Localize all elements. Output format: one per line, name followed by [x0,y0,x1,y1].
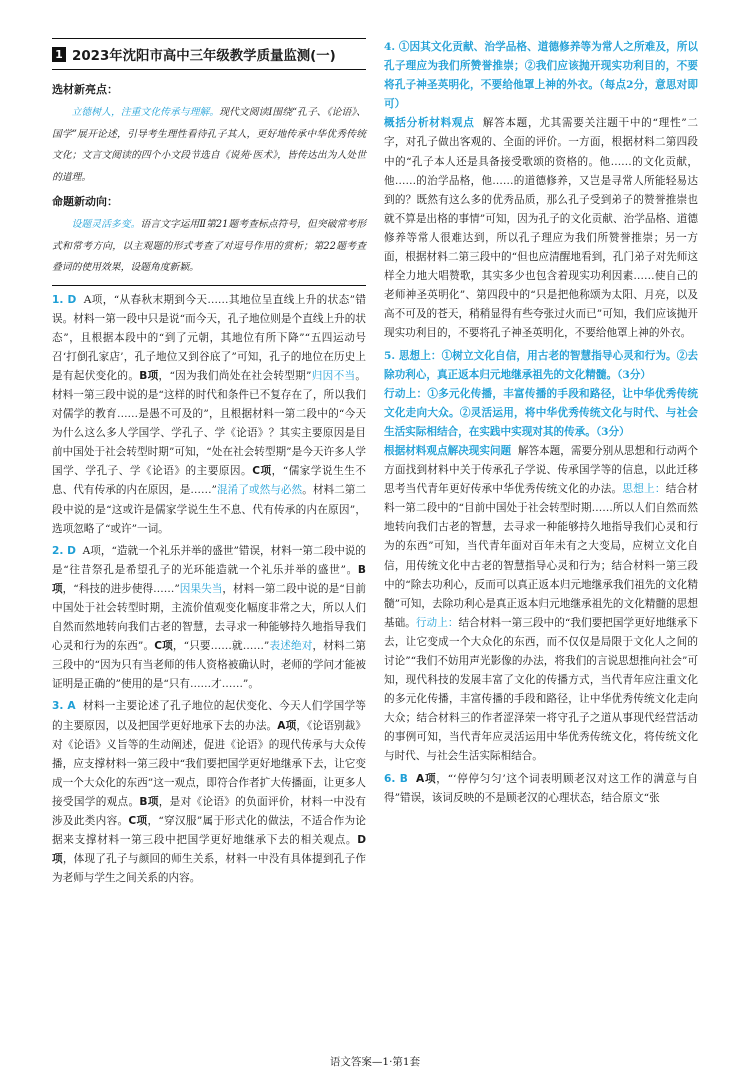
answer-q6 [384,770,698,808]
q1-b-text: ，“因为我们尚处在社会转型期” [158,369,312,382]
q6-label: 6. B [384,772,408,785]
answer-q5-part2: 行动上：①多元化传播，丰富传播的手段和路径，让中华优秀传统文化走向大众。②灵活运用，将中华优秀传统文化与时代、与社会生活实际相结合，在实践中实现对其的传承。（3分） [384,387,698,438]
selection-paragraph [52,102,366,188]
selection-text: 现代文阅读Ⅰ围绕“孔子、《论语》、国学”展开论述，引导考生理性看待孔子其人，更好地传承中华优秀传统文化；文言文阅读的四个小文段节选自《说苑·医术》，皆传达出为人处世的道理。 [52,107,366,183]
page-footer: 语文答案—1·第1套 [329,1056,421,1068]
section-divider [52,285,366,286]
title-text: 2023年沈阳市高中三年级教学质量监测(一) [72,48,336,64]
q1-b-text-2: 。材料一第三段中说的是“这样的时代和条件已不复存在了，所以我们对儒学的教育……是愚不可及的”，且根据材料一第二段中的“今天为什么这么多人学国学、学孔子、学《论语》？其实主要原因是目前中国处于社会转型时期”可知，“处在社会转型期”是今天许多人学国学、学孔子、学《论语》的主要原因。 [52,369,366,478]
q5-thought-label: 思想上： [622,483,666,496]
q2-c-text-2: ，材料二第三段中的“因为只有当老师的伟人资格被确认时，老师的学问才能被证明是正确的”使用的是“只有……才……”。 [52,640,367,691]
q1-a-text: A项，“从春秋末期到今天……其地位呈直线上升的状态”错误。材料一第一段中只是说“而今天，孔子地位则是个直线上升的状态”，且根据本段中的“到了元朝，其地位有所下降”“五四运动号召‘打倒孔家店’，孔子地位又到谷底了”可知，孔子的地位在历史上是有起伏变化的。 [52,293,366,382]
q2-c-text: ，“只要……就……” [172,640,270,653]
title-number-badge: 1 [52,47,66,62]
answer-q2 [52,542,366,695]
q3-a-label: A项 [277,719,297,732]
q2-a-text: A项，“造就一个礼乐并举的盛世”错误，材料一第二段中说的是“往昔祭孔是希望孔子的光环能造就一个礼乐并举的盛世”。 [52,544,366,576]
q1-c-highlight: 混淆了或然与必然 [216,484,303,497]
proposition-paragraph [52,214,366,279]
q4-analysis-text: 解答本题，尤其需要关注题干中的“理性”二字，对孔子做出客观的、全面的评价。一方面，根据材料二第四段中的“孔子本人还是具备接受歌颂的资格的。他……的文化贡献，他……的治学品格，他……的道德修养，又岂是寻常人所能轻易达到的？既然有这么多的优秀品质，那么孔子受到弟子的赞誉推崇也就不算是出格的事情”可知，因为孔子的文化贡献、治学品格、道德修养等常人很难达到，所以孔子理应为我们所赞誉推崇；另一方面，根据材料二第三段中的“但也应清醒地看到，孔门弟子对先师这样全力地大唱赞歌，其实多少也包含着现实功利因素……使自己的老师神圣英明化”、第四段中的“只是把他称颂为太阳、月亮，以及高不可及的苍天，稍稍显得有些夸张过火而已”可知，我们应该抛开现实功利目的，不要将孔子神圣英明化，不要给他罩上神的外衣。 [384,117,698,340]
selection-highlight: 立德树人，注重文化传承与理解。 [71,107,220,118]
q1-label: 1. D [52,293,77,306]
q5-action-label: 行动上： [415,616,459,629]
q1-b-highlight: 归因不当 [311,369,356,382]
q1-c-text: ，“儒家学说生生不息、代有传承的内在原因，是……” [52,465,367,497]
proposition-highlight: 设题灵活多变。 [71,219,141,230]
q2-b-text: ，“科技的进步使得……” [62,582,180,595]
q6-a-label: A项 [416,772,437,785]
q1-b-label: B项 [139,369,159,382]
q5-method-label: 根据材料观点解决现实问题 [384,444,512,457]
q4-method-label: 概括分析材料观点 [384,117,475,130]
page-title [52,38,366,70]
q3-d-label: D项 [52,834,366,866]
q3-c-label: C项 [128,815,148,828]
answer-q3 [52,697,366,888]
q2-b-text-2: ，材料一第二段中说的是“目前中国处于社会转型时期，主流价值观变化幅度非常之大，所以人们自然而然地转向我们古老的智慧，去寻求一种能够持久地指导我们心灵和行为的东西”。 [52,582,366,653]
left-column [52,38,366,888]
q3-label: 3. A [52,700,76,713]
q3-b-label: B项 [139,795,159,808]
q3-d-text: ，体现了孔子与颜回的师生关系，材料一中没有具体提到孔子作为老师与学生之间关系的内容。 [52,853,367,885]
answer-q1 [52,291,366,539]
q6-a-text: ，“‘停停匀匀’这个词表明顾老汉对这工作的满意与自得”错误，该词反映的不是顾老汉的心理状态，结合原文“张 [384,772,698,804]
q3-b-text: ，是对《论语》的负面评价，材料一中没有涉及此类内容。 [52,795,367,828]
q5-analysis [384,442,698,767]
q4-analysis [384,114,698,343]
right-column [384,38,698,808]
q2-label: 2. D [52,544,76,557]
q3-c-text: ，“穿汉服”属于形式化的做法，不适合作为论据来支撑材料一第三段中把国学更好地继承下去的相关观点。 [52,815,366,847]
answer-q5-part1: 5. 思想上：①树立文化自信，用古老的智慧指导心灵和行为。②去除功利心，真正返本归元地继承祖先的文化精髓。（3分） [384,349,698,381]
q3-intro-text: 材料一主要论述了孔子地位的起伏变化、今天人们学国学等的主要原因，以及把国学更好地承下去的办法。 [52,700,366,732]
q3-a-text: ，《论语别裁》对《论语》义旨等的生动阐述，促进《论语》的现代传承与大众传播，应支撑材料一第三段中“我们要把国学更好地继承下去，让它变成一个大众化的东西”这一观点，即符合作者扩大传播面，让更多人接受国学的观点。 [52,719,367,808]
selection-heading: 选材新亮点： [52,83,118,96]
q2-b-highlight: 因果失当 [179,582,223,595]
q5-analysis-text: 解答本题，需要分别从思想和行动两个方面找到材料中关于传承孔子学说、传承国学等的信息，以此迁移思考当代青年更好传承中华优秀传统文化的办法。 [384,444,698,496]
answer-q4: 4. ①因其文化贡献、治学品格、道德修养等为常人之所难及，所以孔子理应为我们所赞誉推崇；②我们应该抛开现实功利目的，不要将孔子神圣英明化，不要给他罩上神的外衣。（每点2分，意思对即可） [384,41,698,111]
q2-c-label: C项 [154,640,173,653]
q2-c-highlight: 表述绝对 [269,640,313,653]
proposition-text: 语言文字运用Ⅱ第21题考查标点符号，但突破常考形式和常考方向，以主观题的形式考查了对逗号作用的赏析；第22题考查叠词的使用效果，设题角度新颖。 [52,219,367,273]
q1-c-label: C项 [252,465,272,478]
proposition-heading: 命题新动向： [52,195,118,208]
q1-c-text-2: 。材料二第二段中说的是“这或许是儒家学说生生不息、代有传承的内在原因”，选项忽略了“或许”一词。 [52,484,367,535]
q5-action-text: 结合材料一第三段中的“我们要把国学更好地继承下去，让它变成一个大众化的东西，而不仅仅是局限于文化人之间的讨论”“我们不妨用声光影像的办法，将我们的言说思想推向社会”可知，现代科技的发展丰富了文化的传播方式，当代青年应注重文化的多元化传播，丰富传播的手段和路径，让中华优秀传统文化走向大众；结合材料三的作者涩泽荣一将守孔子之道从事现代经营活动的事例可知，当代青年应灵活运用中华优秀传统文化，将传统文化与时代、与社会生活实际相结合。 [384,616,698,763]
q2-b-label: B项 [52,563,366,595]
q5-thought-text: 结合材料一第二段中的“目前中国处于社会转型时期……所以人们自然而然地转向我们古老的智慧，去寻求一种能够持久地指导我们心灵和行为的东西”可知，当代青年面对百年未有之大变局，应树立文化自信，用传统文化中古老的智慧指导心灵和行为；结合材料一第三段中的“除去功利心，反而可以真正返本归元地继承我们祖先的文化精髓”可知，去除功利心是真正返本归元地继承祖先的文化精髓的思想基础。 [384,483,698,629]
